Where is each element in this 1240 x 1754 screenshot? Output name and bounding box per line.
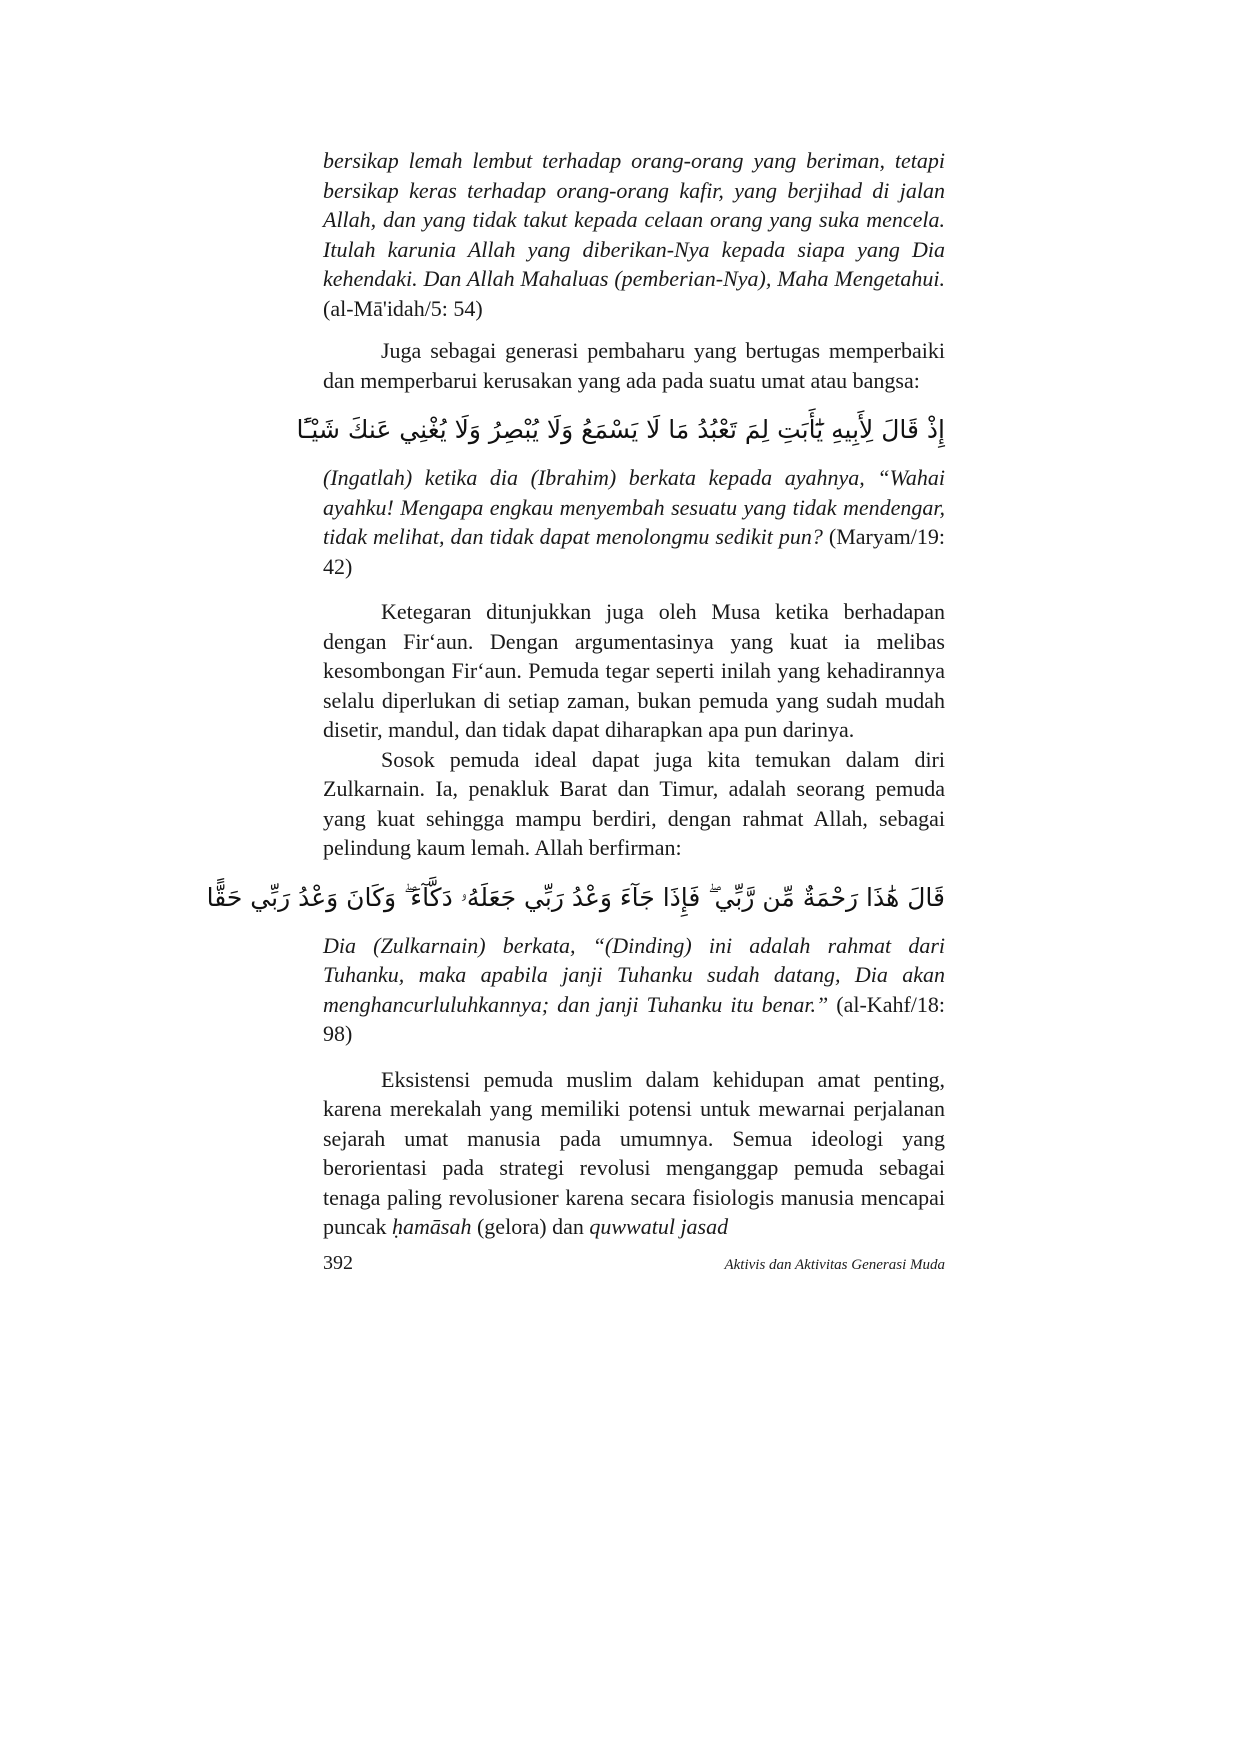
body-paragraph: Ketegaran ditunjukkan juga oleh Musa ketika berhadapan dengan Fir‘aun. Dengan argumentasinya yang kuat ia melibas kesombongan Fir‘aun. Pemuda tegar seperti inilah yang kehadirannya selalu diperlukan di setiap zaman, bukan pemuda yang sudah mudah disetir, mandul, dan tidak dapat diharapkan apa pun darinya. [323, 599, 945, 742]
running-title: Aktivis dan Aktivitas Generasi Muda [724, 1257, 945, 1273]
verse-reference: (Maryam/19: 42) [323, 524, 945, 579]
paragraph-text: (gelora) dan [471, 1214, 590, 1239]
page-number: 392 [323, 1252, 353, 1274]
page-footer [323, 1252, 945, 1275]
verse-reference: (al-Kahf/18: 98) [323, 991, 946, 1046]
translation-alkahf [323, 931, 945, 1049]
body-paragraph: Juga sebagai generasi pembaharu yang bertugas memperbaiki dan memperbarui kerusakan yang ada pada suatu umat atau bangsa: [323, 338, 945, 393]
translation-text: Dia (Zulkarnain) berkata, “(Dinding) ini adalah rahmat dari Tuhanku, maka apabila janji Tuhanku sudah datang, Dia akan menghancurluluhkannya; dan janji Tuhanku itu benar.” [323, 932, 945, 1017]
verse-reference: (al-Mā'idah/5: 54) [323, 295, 483, 321]
translation-text: bersikap lemah lembut terhadap orang-orang yang beriman, tetapi bersikap keras terhadap orang-orang kafir, yang berjihad di jalan Allah, dan yang tidak takut kepada celaan orang yang suka mencela. Itulah karunia Allah yang diberikan-Nya kepada siapa yang Dia kehendaki. Dan Allah Mahaluas (pemberian-Nya), Maha Mengetahui. [323, 148, 945, 291]
body-paragraph: Sosok pemuda ideal dapat juga kita temukan dalam diri Zulkarnain. Ia, penakluk Barat dan Timur, adalah seorang pemuda yang kuat sehingga mampu berdiri, dengan rahmat Allah, sebagai pelindung kaum lemah. Allah berfirman: [323, 746, 945, 860]
term-hamasah: ḥamāsah [392, 1214, 472, 1239]
page-body [206, 146, 946, 1242]
body-paragraph [323, 1065, 945, 1242]
term-quwwatul-jasad: quwwatul jasad [589, 1214, 729, 1239]
arabic-verse-alkahf: قَالَ هَٰذَا رَحْمَةٌ مِّن رَّبِّي ۖ فَإِذَا جَآءَ وَعْدُ رَبِّي جَعَلَهُۥ دَكَّآءَ ۖ وَكَانَ وَعْدُ رَبِّي حَقًّا [206, 882, 945, 912]
arabic-verse-maryam: إِذْ قَالَ لِأَبِيهِ يَٰٓأَبَتِ لِمَ تَعْبُدُ مَا لَا يَسْمَعُ وَلَا يُبْصِرُ وَلَا يُغْنِي عَنكَ شَيْـًٔا [296, 415, 945, 444]
translation-almaidah [323, 146, 945, 323]
translation-maryam [323, 463, 945, 581]
paragraph-text: Eksistensi pemuda muslim dalam kehidupan amat penting, karena merekalah yang memiliki potensi untuk mewarnai perjalanan sejarah umat manusia pada umumnya. Semua ideologi yang berorientasi pada strategi revolusi menganggap pemuda sebagai tenaga paling revolusioner karena secara fisiologis manusia mencapai puncak [323, 1066, 945, 1239]
translation-text: (Ingatlah) ketika dia (Ibrahim) berkata kepada ayahnya, “Wahai ayahku! Mengapa engkau menyembah sesuatu yang tidak mendengar, tidak melihat, dan tidak dapat menolongmu sedikit pun? [323, 465, 945, 549]
